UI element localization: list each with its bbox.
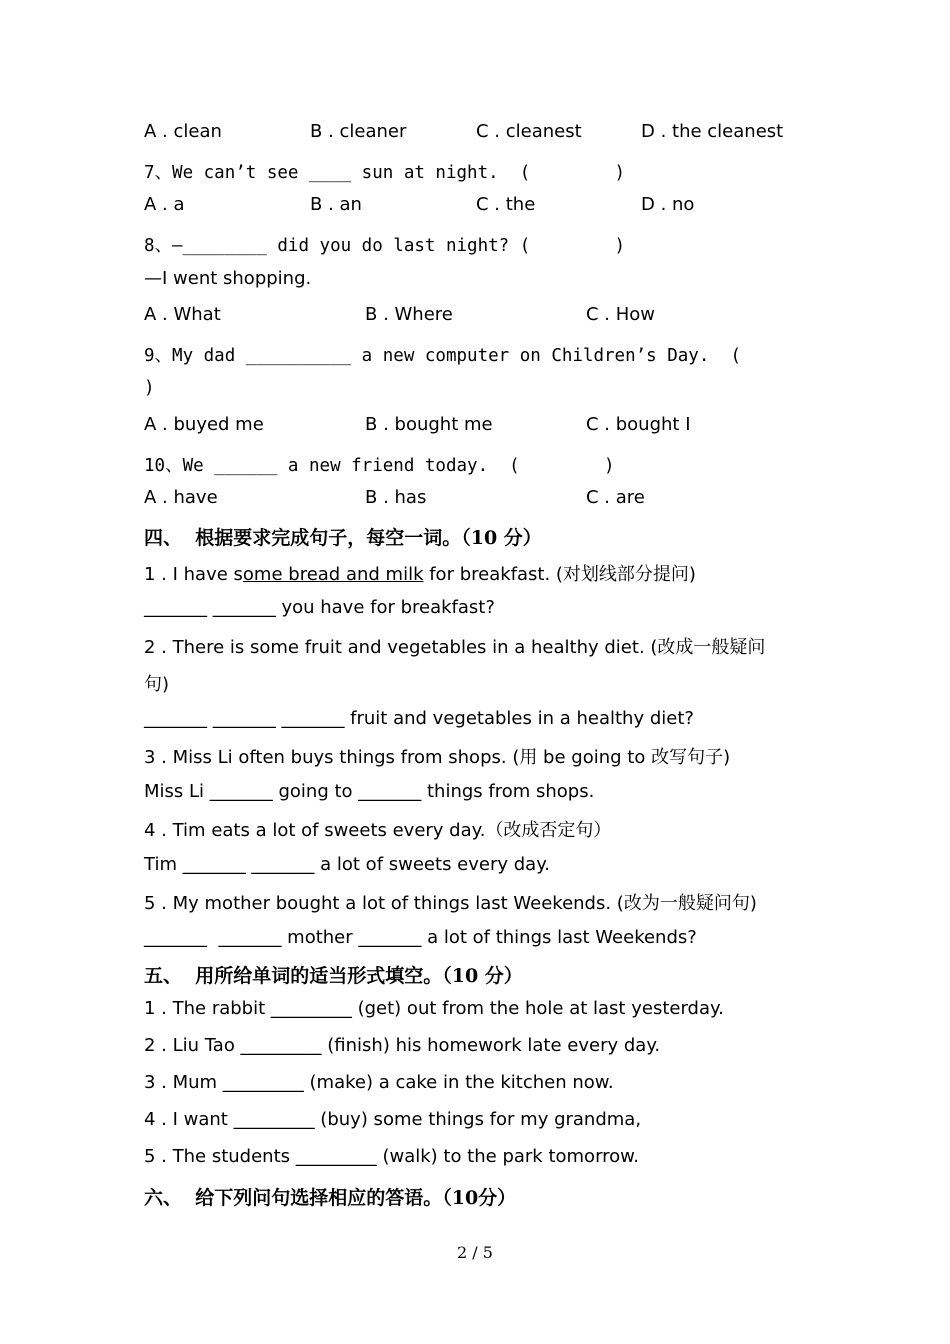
- question-9: 9、My dad __________ a new computer on Children’s Day. (: [144, 346, 741, 366]
- q6-option-d: D . the cleanest: [641, 121, 784, 142]
- s4-item-1: [144, 560, 696, 586]
- s5-item-2: 2 . Liu Tao _________ (finish) his homework late every day.: [144, 1035, 661, 1056]
- q8-option-b: B . Where: [365, 304, 453, 325]
- section-6-heading: 六、 给下列问句选择相应的答语。（10分）: [144, 1187, 517, 1209]
- q6-option-b: B . cleaner: [310, 121, 407, 142]
- s5-item-3: 3 . Mum _________ (make) a cake in the kitchen now.: [144, 1072, 614, 1093]
- s4-item-5: 5 . My mother bought a lot of things last Weekends. (改为一般疑问句): [144, 893, 757, 914]
- s4-item-4: 4 . Tim eats a lot of sweets every day.（改成否定句）: [144, 820, 612, 841]
- s4-item-5-answer: _______ _______ mother _______ a lot of things last Weekends?: [144, 927, 697, 948]
- q9-option-b: B . bought me: [365, 414, 493, 435]
- q8-reply: —I went shopping.: [144, 268, 312, 289]
- q8-option-a: A . What: [144, 304, 221, 325]
- q6-option-c: C . cleanest: [476, 121, 582, 142]
- q10-option-c: C . are: [586, 487, 645, 508]
- q8-option-c: C . How: [586, 304, 656, 325]
- question-7: 7、We can’t see ____ sun at night. ( ): [144, 163, 626, 183]
- s4-item-1-pre: 1 . I have s: [144, 564, 243, 585]
- q7-option-b: B . an: [310, 194, 362, 215]
- q10-option-b: B . has: [365, 487, 427, 508]
- s4-item-2-cont: 句): [144, 674, 170, 695]
- question-9-cont: ): [144, 378, 155, 398]
- s4-item-1-underlined: ome bread and milk: [242, 564, 424, 585]
- s4-item-3-answer: Miss Li _______ going to _______ things from shops.: [144, 781, 595, 802]
- question-10: 10、We ______ a new friend today. ( ): [144, 456, 615, 476]
- q10-option-a: A . have: [144, 487, 218, 508]
- section-5-heading: 五、 用所给单词的适当形式填空。（10 分）: [144, 965, 523, 987]
- s4-item-4-answer: Tim _______ _______ a lot of sweets every day.: [144, 854, 551, 875]
- q7-option-c: C . the: [476, 194, 536, 215]
- q7-option-a: A . a: [144, 194, 185, 215]
- s4-item-1-post: for breakfast. (对划线部分提问): [423, 564, 696, 585]
- q6-option-a: A . clean: [144, 121, 222, 142]
- s4-item-2-answer: _______ _______ _______ fruit and vegetables in a healthy diet?: [144, 708, 694, 729]
- s4-item-3: 3 . Miss Li often buys things from shops. (用 be going to 改写句子): [144, 747, 731, 768]
- section-4-heading: 四、 根据要求完成句子，每空一词。（10 分）: [144, 527, 542, 549]
- q9-option-a: A . buyed me: [144, 414, 264, 435]
- s5-item-4: 4 . I want _________ (buy) some things for my grandma,: [144, 1109, 642, 1130]
- q9-option-c: C . bought I: [586, 414, 691, 435]
- question-8: 8、—________ did you do last night? ( ): [144, 236, 626, 256]
- s4-item-1-answer: _______ _______ you have for breakfast?: [144, 597, 495, 618]
- s5-item-1: 1 . The rabbit _________ (get) out from the hole at last yesterday.: [144, 998, 724, 1019]
- page-number: 2 / 5: [457, 1243, 493, 1262]
- s4-item-2: 2 . There is some fruit and vegetables in a healthy diet. (改成一般疑问: [144, 637, 766, 658]
- s5-item-5: 5 . The students _________ (walk) to the park tomorrow.: [144, 1146, 639, 1167]
- q7-option-d: D . no: [641, 194, 695, 215]
